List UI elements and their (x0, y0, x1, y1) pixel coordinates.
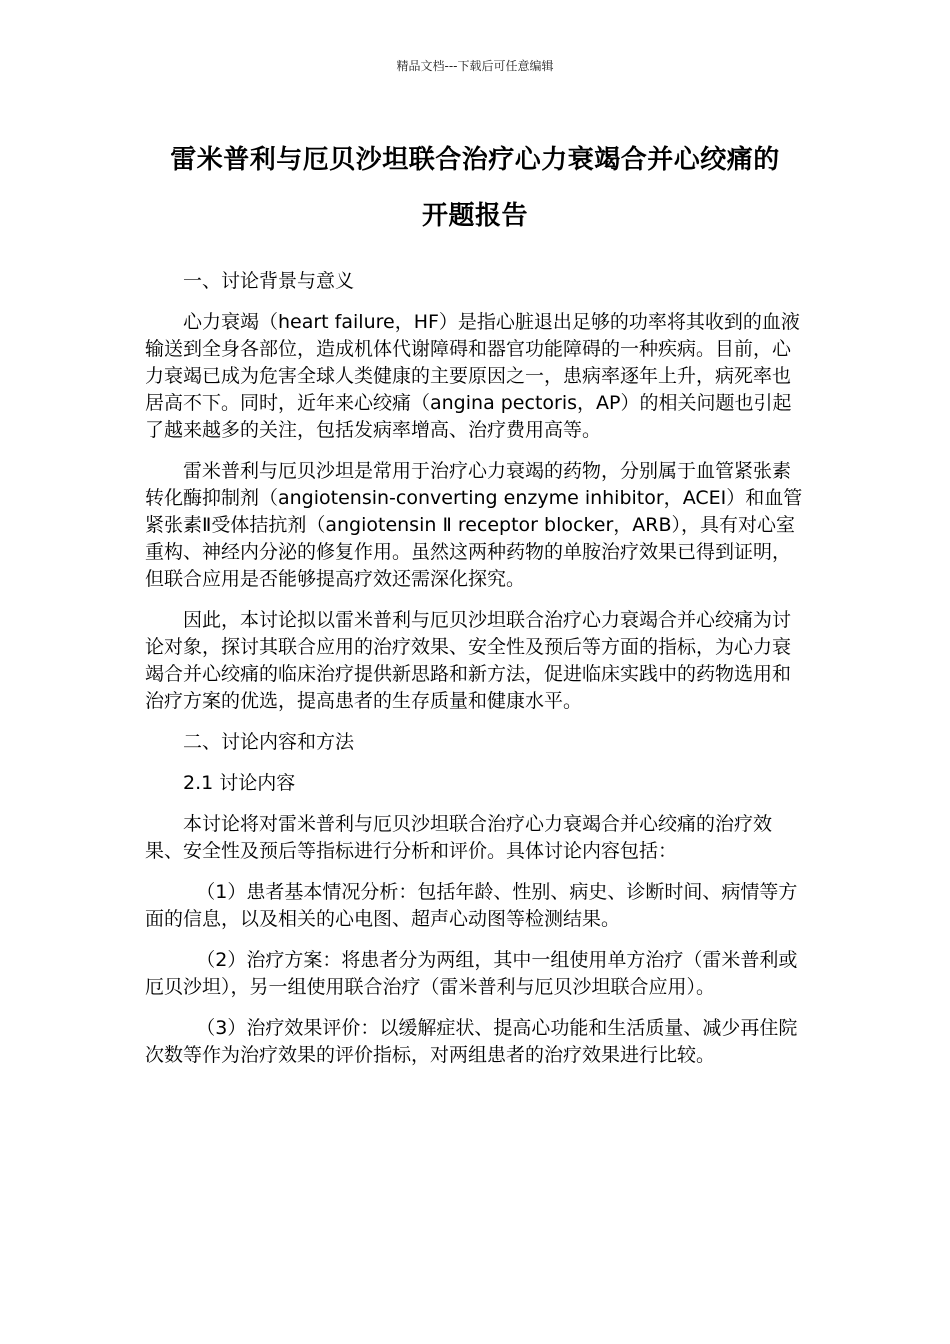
title-line-2: 开题报告 (421, 201, 528, 231)
section-1-paragraph-1: 心力衰竭（heart failure，HF）是指心脏退出足够的功率将其收到的血液输送到全身各部位，造成机体代谢障碍和器官功能障碍的一种疾病。目前，心力衰竭已成为危害全球人类健康的主要原因之一，患病率逐年上升，病死率也居高不下。同时，近年来心绞痛（angina pectoris，AP）的相关问题也引起了越来越多的关注，包括发病率增高、治疗费用高等。 (145, 311, 800, 441)
document-body (145, 268, 807, 1083)
document-title (140, 132, 810, 244)
section-1-heading: 一、讨论背景与意义 (183, 270, 355, 292)
list-item-2: （2）治疗方案：将患者分为两组，其中一组使用单方治疗（雷米普利或厄贝沙坦），另一组使用联合治疗（雷米普利与厄贝沙坦联合应用）。 (145, 949, 798, 998)
section-2-heading: 二、讨论内容和方法 (183, 731, 355, 753)
list-item-1: （1）患者基本情况分析：包括年龄、性别、病史、诊断时间、病情等方面的信息，以及相关的心电图、超声心动图等检测结果。 (145, 881, 798, 930)
section-2-1-paragraph-1: 本讨论将对雷米普利与厄贝沙坦联合治疗心力衰竭合并心绞痛的治疗效果、安全性及预后等指标进行分析和评价。具体讨论内容包括： (145, 813, 773, 862)
section-1-paragraph-3: 因此，本讨论拟以雷米普利与厄贝沙坦联合治疗心力衰竭合并心绞痛为讨论对象，探讨其联合应用的治疗效果、安全性及预后等方面的指标，为心力衰竭合并心绞痛的临床治疗提供新思路和新方法，促进临床实践中的药物选用和治疗方案的优选，提高患者的生存质量和健康水平。 (145, 609, 792, 712)
section-1-paragraph-2: 雷米普利与厄贝沙坦是常用于治疗心力衰竭的药物，分别属于血管紧张素转化酶抑制剂（angiotensin-converting enzyme inhibitor，ACEI）和血管紧张素Ⅱ受体拮抗剂（angiotensin Ⅱ receptor blocker，ARB），具有对心室重构、神经内分泌的修复作用。虽然这两种药物的单胺治疗效果已得到证明，但联合应用是否能够提高疗效还需深化探究。 (145, 460, 803, 590)
title-line-1: 雷米普利与厄贝沙坦联合治疗心力衰竭合并心绞痛的 (170, 145, 780, 175)
header-note: 精品文档---下载后可任意编辑 (396, 59, 554, 73)
list-item-3: （3）治疗效果评价：以缓解症状、提高心功能和生活质量、减少再住院次数等作为治疗效果的评价指标，对两组患者的治疗效果进行比较。 (145, 1017, 798, 1066)
section-2-1-heading: 2.1 讨论内容 (183, 772, 296, 794)
